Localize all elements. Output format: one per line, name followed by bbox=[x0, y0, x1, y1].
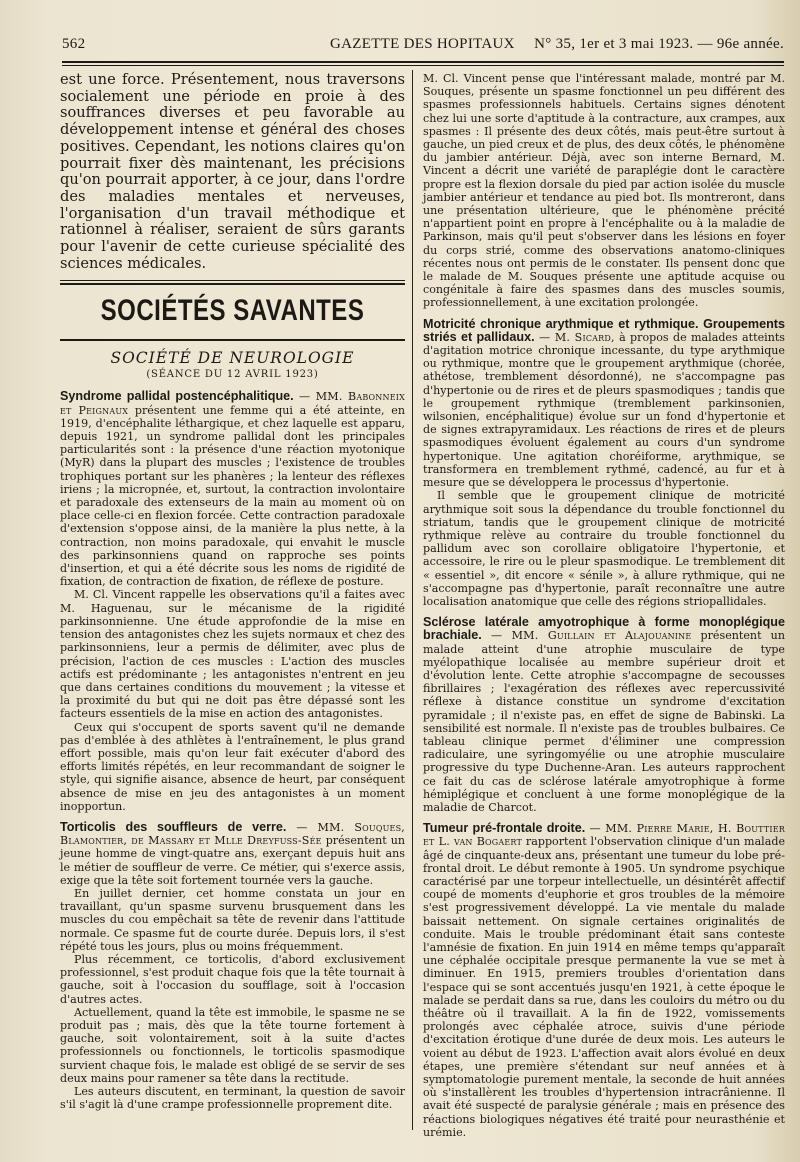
article-paragraph: Il semble que le groupement clinique de motricité arythmique soit sous la dépendance du trouble fonctionnel du striatum, tandis que le groupement clinique de motricité rythmique relève au contraire du trouble fonctionnel du pallidum avec son corollaire obligatoire l'hypertonie, et accessoire, le rire ou le pleur spasmodique. Le tremblement dit « essentiel », dit encore « sénile », à allure rythmique, qui ne s'accompagne pas d'hypertonie, paraît reconnaître une autre localisation anatomique que celle des régions striopallidales. bbox=[423, 489, 785, 608]
article-paragraph: présentent un jeune homme de vingt-quatre ans, exerçant depuis huit ans le métier de souffleur de verre. Ce métier, qui s'exerce assis, exige que la tête soit fortement tournée vers la gauche. bbox=[60, 834, 405, 887]
issue-line: N° 35, 1er et 3 mai 1923. — 96e année. bbox=[534, 36, 784, 52]
article-title: Torticolis des souffleurs de verre. bbox=[60, 819, 287, 834]
article-lead bbox=[60, 390, 405, 588]
right-column bbox=[423, 72, 785, 1147]
article bbox=[60, 390, 405, 813]
article-paragraph: rapportent l'observation clinique d'un malade âgé de cinquante-deux ans, présentant une tumeur du lobe pré-frontal droit. Le début remonte à 1905. Un syndrome psychique caractérisé par une torpeur intellectuelle, un désintérêt affectif coupé de moments d'euphorie et gros troubles de la mémoire s'est progressivement développé. La vie mentale du malade baissait nettement. On signale certaines originalités de conduite. Mais le trouble prédominant était sans conteste l'amnésie de fixation. En juin 1914 en même temps qu'apparaît une céphalée occipitale presque permanente la vue se met à diminuer. En 1915, premiers troubles d'orientation dans l'espace qui se sont accentués jusqu'en 1921, à cette époque le malade se perdait dans sa rue, dans les couloirs du métro ou du théâtre où il travaillait. A la fin de 1922, vomissements prolongés avec céphalée atroce, suivis d'une période d'excitation érotique d'une durée de deux mois. Les auteurs le voient au début de 1923. L'affection avait alors évolué en deux étapes, une première s'étendant sur neuf années et à symptomatologie purement mentale, la seconde de huit années où s'installèrent les troubles d'hypertension intracrânienne. Il avait été suspecté de paralysie générale ; mais en présence des réactions biologiques négatives été traité pour neurasthénie et urémie. bbox=[423, 835, 786, 1139]
journal-title: GAZETTE DES HOPITAUX bbox=[330, 36, 515, 52]
intro-text bbox=[60, 72, 405, 272]
article-paragraph: M. Cl. Vincent pense que l'intéressant malade, montré par M. Souques, présente un spasme fonctionnel un peu différent des spasmes professionnels habituels. Certains signes dénotent chez lui une sorte d'aptitude à la contracture, aux crampes, aux spasmes : Il présente des deux côtés, mais peut-être surtout à gauche, un pied creux et de plus, des deux côtés, le phénomène du jambier antérieur. Déjà, avec son interne Bernard, M. Vincent a décrit une variété de paraplégie dont le caractère propre est la flexion dorsale du pied par action isolée du muscle jambier antérieur et tendance au pied bot. Ils montreront, dans une présentation ultérieure, que le phénomène précité n'appartient point en propre à l'encéphalite ou à la maladie de Parkinson, mais qu'il peut s'observer dans les lésions en foyer du corps strié, comme des observations anatomo-cliniques récentes nous ont permis de le constater. Ils pensent donc que le malade de M. Souques présente une aptitude acquise ou congénitale à faire des spasmes dans des muscles soumis, professionnellement, à une excitation prolongée. bbox=[423, 72, 785, 310]
article-title: Tumeur pré-frontale droite. bbox=[423, 821, 586, 836]
page-number: 562 bbox=[62, 36, 86, 52]
article-authors: — M. Sicard, bbox=[538, 330, 615, 344]
article-authors: — MM. Pierre Marie, H. Bouttier et L. van Bogaert bbox=[423, 822, 786, 849]
seance-date: (SÉANCE DU 12 AVRIL 1923) bbox=[146, 369, 319, 381]
header-rule bbox=[62, 61, 784, 63]
section-title: SOCIÉTÉS SAVANTES bbox=[100, 293, 365, 328]
article-authors: — MM. Babonneix et Peignaux bbox=[60, 390, 406, 417]
article-paragraph: Actuellement, quand la tête est immobile, le spasme ne se produit pas ; mais, dès que la tête tourne fortement à gauche, soit volontairement, soit à la suite d'actes professionnels ou fonctionnels, le torticolis spasmodique survient chaque fois, le malade est obligé de se servir de ses deux mains pour ramener sa tête dans la rectitude. bbox=[60, 1005, 405, 1085]
article-lead bbox=[423, 616, 785, 814]
article-paragraph: Les auteurs discutent, en terminant, la question de savoir s'il s'agit là d'une crampe professionnelle proprement dite. bbox=[60, 1085, 405, 1112]
article-lead bbox=[423, 318, 785, 490]
article bbox=[423, 72, 785, 310]
article-authors: — MM. Guillain et Alajouanine bbox=[490, 629, 692, 643]
article-paragraph: M. Cl. Vincent rappelle les observations qu'il a faites avec M. Haguenau, sur le mécanisme de la rigidité parkinsonnienne. Une étude approfondie de la mise en tension des antagonistes chez les sujets normaux et chez des parkinsonniens, leur a permis de délimiter, avec plus de précision, l'action de ces muscles : L'action des muscles actifs est prédominante ; les antagonistes n'entrent en jeu que dans certaines conditions du mouvement ; la vitesse et la proximité du but qui ne doit pas être dépassé sont les facteurs essentiels de la mise en action des antagonistes. bbox=[60, 588, 405, 721]
section-rule bbox=[60, 280, 405, 281]
article bbox=[423, 822, 785, 1139]
article-paragraph: à propos de malades atteints d'agitation motrice chronique incessante, du type arythmique ou rythmique, montre que le groupement arythmique (chorée, athétose, tremblement désordonné), ne s'accompagne pas d'hypertonie ou de rires et de pleurs spasmodiques ; tandis que le groupement rythmique (tremblement parkinsonien, wilsonien, encéphalitique) évolue sur un fond d'hypertonie et de signes extrapyramidaux. Les réactions de rires et de pleurs spasmodiques évoluent également au cours d'un syndrome hypertonique. Une agitation choréiforme, arythmique, se transformera en tremblement rythmé, cadencé, au fur et à mesure que se développera le processus d'hypertonie. bbox=[423, 330, 785, 490]
article-title: Motricité chronique arythmique et rythmique. Groupements striés et pallidaux. bbox=[423, 316, 785, 344]
article-paragraph: En juillet dernier, cet homme constata un jour en travaillant, qu'un spasme survenu brusquement dans les muscles du cou empêchait sa tête de revenir dans l'attitude normale. Ce spasme fut de courte durée. Depuis lors, il s'est répété tous les jours, plus ou moins fréquemment. bbox=[60, 886, 405, 953]
article-lead bbox=[60, 821, 405, 887]
society-name: SOCIÉTÉ DE NEUROLOGIE bbox=[110, 349, 355, 368]
article bbox=[423, 318, 785, 608]
article-paragraph: Ceux qui s'occupent de sports savent qu'il ne demande pas d'emblée à des athlètes à l'entraînement, le plus grand effort possible, mais qu'on leur fait exécuter d'abord des efforts limités répétés, en leur recommandant de soigner le style, qui signifie aisance, absence de heurt, par conséquent absence de mise en jeu des antagonistes à un moment inopportun. bbox=[60, 720, 405, 813]
article-title: Sclérose latérale amyotrophique à forme monoplégique brachiale. bbox=[423, 615, 785, 643]
section-rule-thick bbox=[60, 283, 405, 285]
header-rule-thin bbox=[62, 65, 784, 66]
column-divider bbox=[412, 70, 413, 1130]
section-rule-thick bbox=[60, 339, 405, 341]
running-head bbox=[62, 36, 784, 54]
intro-paragraph: est une force. Présentement, nous traversons socialement une période en proie à des souffrances diverses et peu favorable au développement intense et général des choses positives. Cependant, les notions claires qu'on pourrait fixer dès maintenant, les précisions qu'on pourrait apporter, à ce jour, dans l'ordre des maladies mentales et nerveuses, l'organisation d'un travail méthodique et rationnel à réaliser, seraient de sûrs garants pour l'avenir de cette curieuse spécialité des sciences médicales. bbox=[60, 71, 405, 272]
article-paragraph: présentent un malade atteint d'une atrophie musculaire de type myélopathique localisée au membre supérieur droit et d'évolution lente. Cette atrophie s'accompagne de secousses fibrillaires ; l'exagération des réflexes avec repercussivité réflexe à distance constitue un syndrome d'excitation pyramidale ; il n'existe pas, en effet de signe de Babinski. La sensibilité est normale. Il n'existe pas de troubles bulbaires. Ce tableau clinique permet d'éliminer une compression radiculaire, une syringomyélie ou une atrophie musculaire progressive du type Duchenne-Aran. Les auteurs rapprochent ce fait du cas de sclérose latérale amyotrophique à forme hémiplégique et concluent à une forme monoplégique de la maladie de Charcot. bbox=[423, 629, 785, 814]
article bbox=[423, 616, 785, 814]
left-column bbox=[60, 72, 405, 1119]
article-paragraph: présentent une femme qui a été atteinte, en 1919, d'encéphalite léthargique, et chez laquelle est apparu, depuis 1921, un syndrome pallidal dont les principales particularités sont : la présence d'une réaction myotonique (MyR) dans la plupart des muscles ; l'existence de troubles trophiques portant sur les phanères ; la lenteur des réflexes iriens ; la micropnée, et, surtout, la contraction involontaire et paradoxale des extenseurs de la main au moment où on place celle-ci en flexion forcée. Cette contraction paradoxale d'extension s'oppose ainsi, de la manière la plus nette, à la contraction, non moins paradoxale, qui envahit le muscle des parkinsonniens quand on rapproche ses points d'insertion, et qui a été décrite sous les noms de rigidité de fixation, de contraction de fixation, de réflexe de posture. bbox=[60, 403, 405, 589]
article-lead bbox=[423, 822, 785, 1139]
article bbox=[60, 821, 405, 1111]
article-title: Syndrome pallidal postencéphalitique. bbox=[60, 389, 294, 404]
article-paragraph: Plus récemment, ce torticolis, d'abord exclusivement professionnel, s'est produit chaque fois que la tête tournait à gauche, soit à l'occasion du soufflage, soit à l'occasion d'autres actes. bbox=[60, 952, 405, 1006]
article-authors: — MM. Souques, Blamontier, de Massary et Mlle Dreyfuss-Sée bbox=[60, 820, 405, 848]
